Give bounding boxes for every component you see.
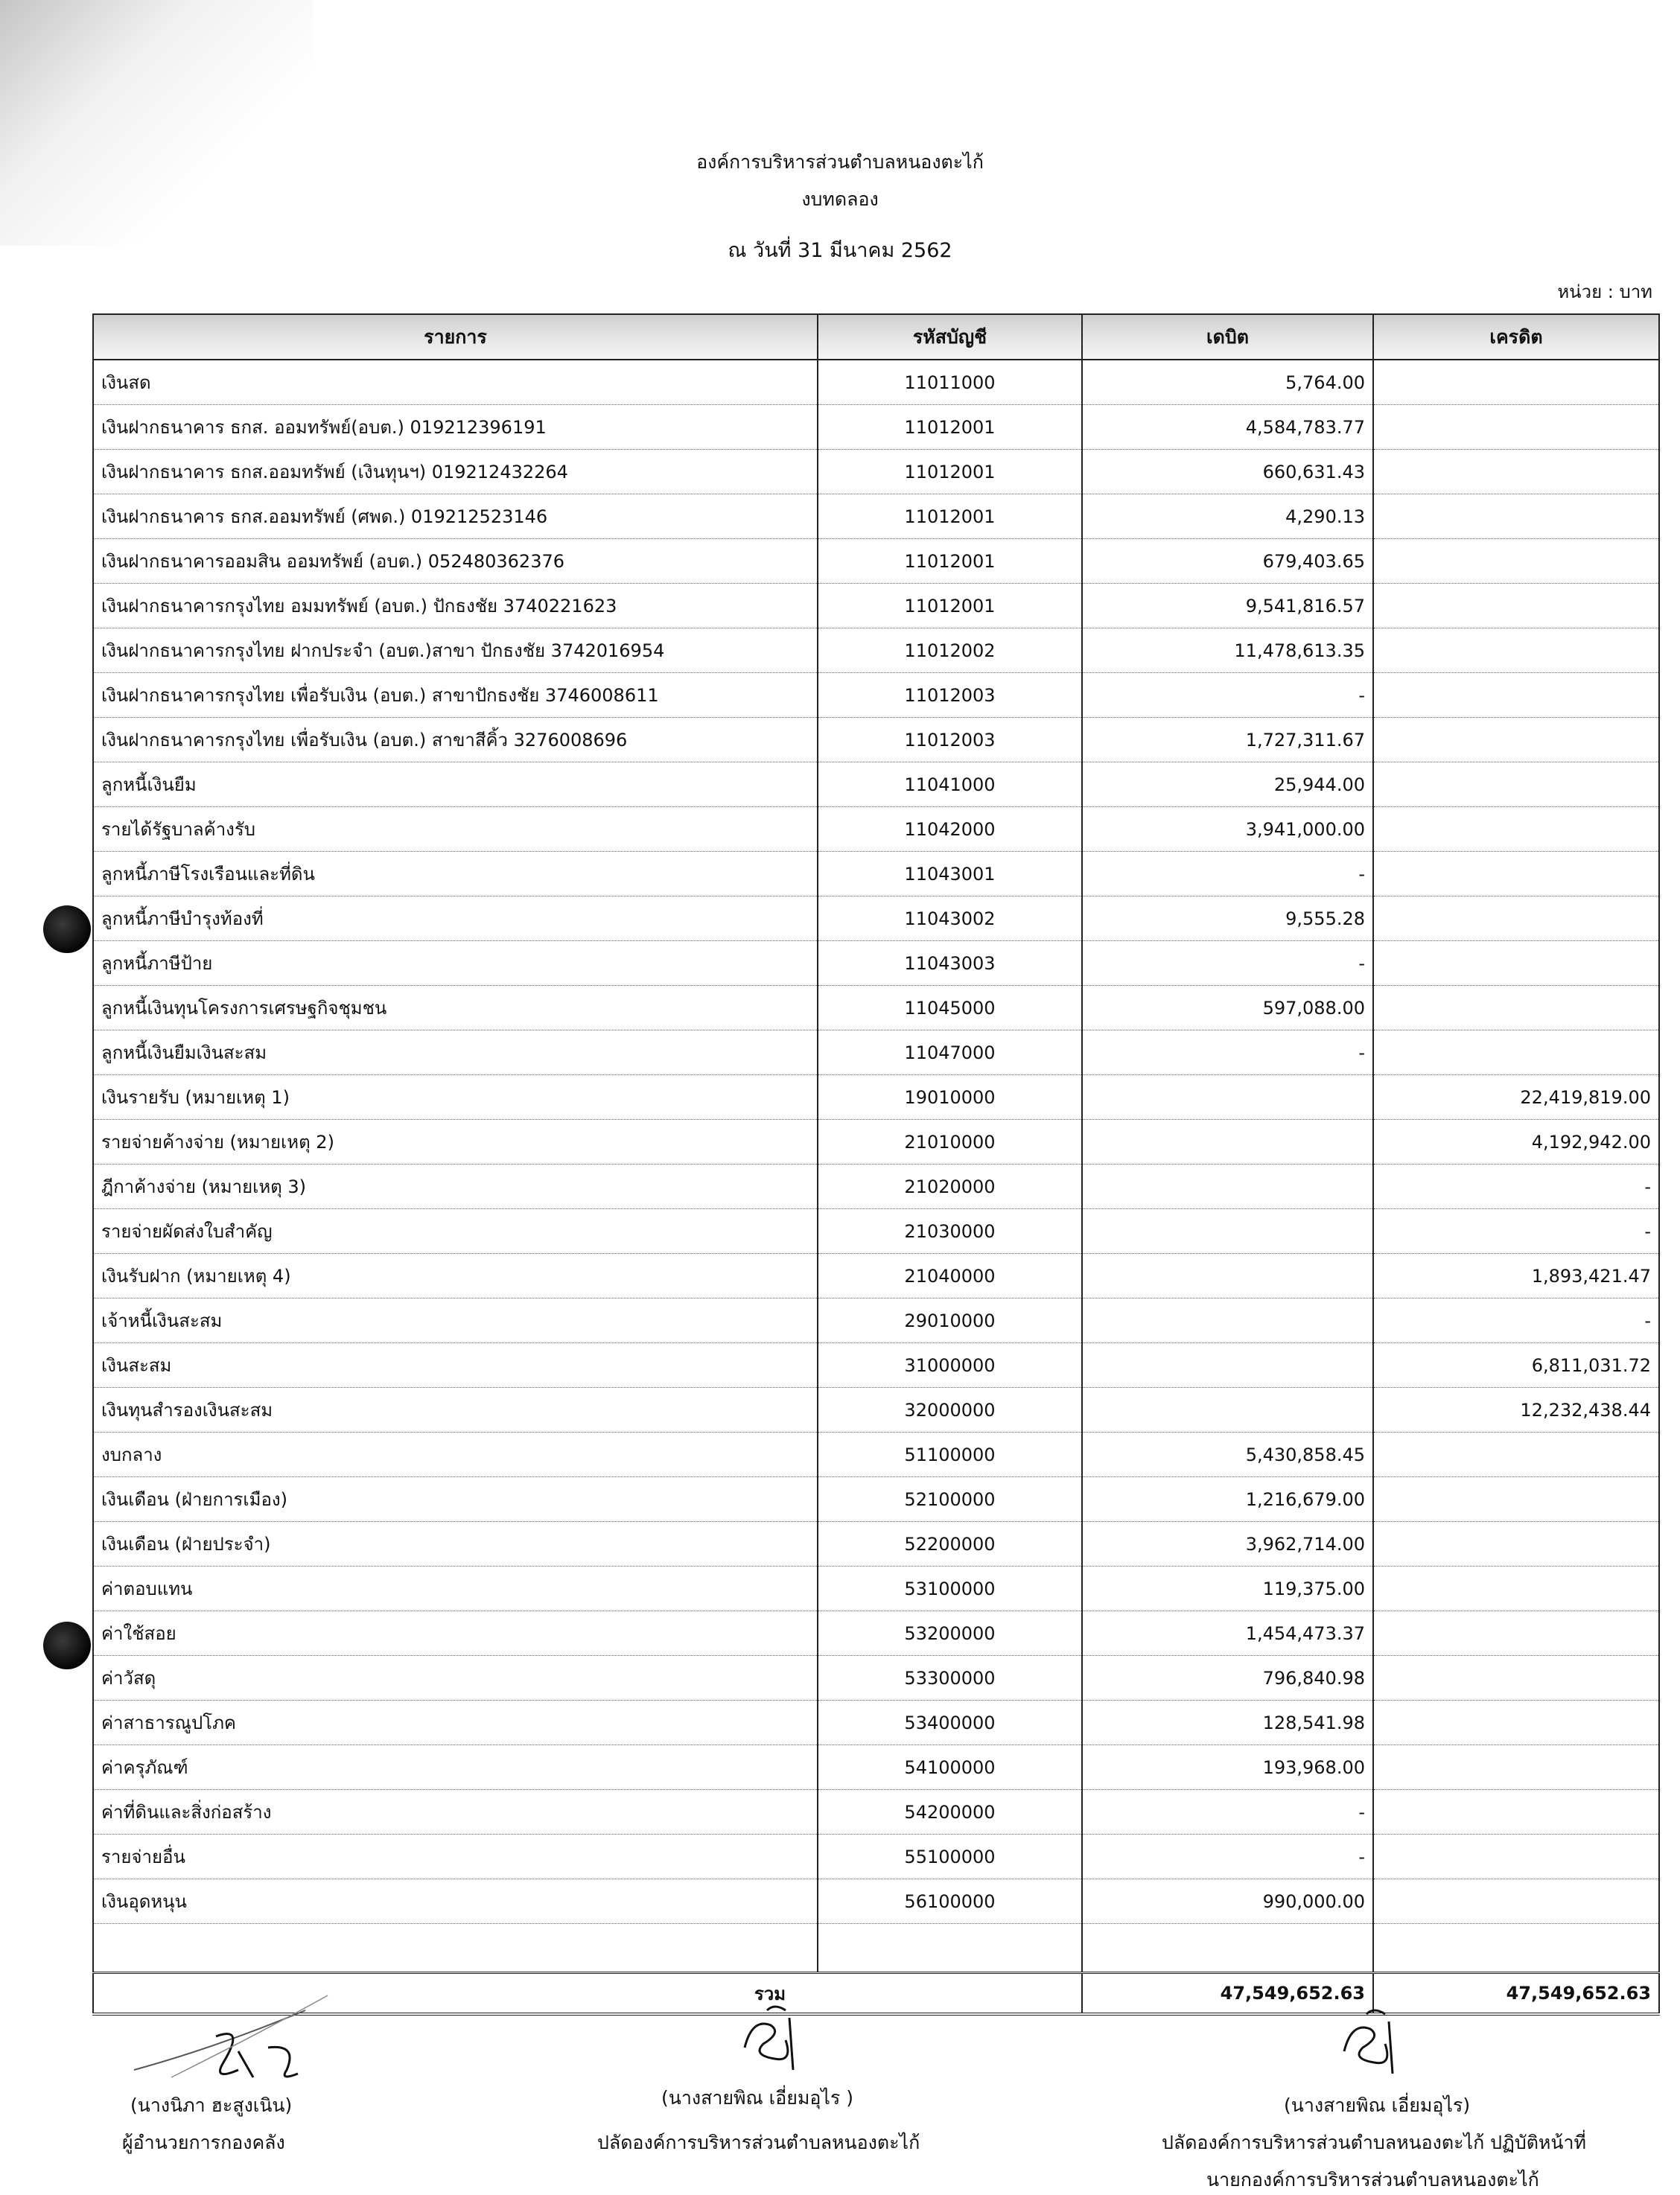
- row-item-name: งบกลาง: [93, 1433, 818, 1477]
- punch-hole: [43, 905, 91, 953]
- row-debit: [1082, 1165, 1373, 1209]
- row-item-name: ค่าตอบแทน: [93, 1567, 818, 1611]
- row-account-code: 11042000: [818, 807, 1082, 852]
- signer-2-title: ปลัดองค์การบริหารส่วนตำบลหนองตะไก้: [597, 2132, 920, 2153]
- row-debit: 5,430,858.45: [1082, 1433, 1373, 1477]
- row-item-name: ค่าวัสดุ: [93, 1656, 818, 1701]
- unit-label: หน่วย : บาท: [1557, 281, 1652, 302]
- row-debit: [1082, 1299, 1373, 1343]
- table-row: [93, 986, 1659, 1030]
- row-item-name: ค่าที่ดินและสิ่งก่อสร้าง: [93, 1790, 818, 1835]
- column-header-debit: เดบิต: [1082, 314, 1373, 360]
- table-row: [93, 807, 1659, 852]
- row-credit: -: [1373, 1165, 1659, 1209]
- row-credit: [1373, 450, 1659, 494]
- row-account-code: 21020000: [818, 1165, 1082, 1209]
- table-row: [93, 405, 1659, 450]
- table-row: [93, 1879, 1659, 1924]
- table-row: [93, 1835, 1659, 1879]
- row-item-name: เจ้าหนี้เงินสะสม: [93, 1299, 818, 1343]
- row-debit: 119,375.00: [1082, 1567, 1373, 1611]
- row-credit: [1373, 1477, 1659, 1522]
- table-row: [93, 1477, 1659, 1522]
- row-account-code: 19010000: [818, 1075, 1082, 1120]
- row-credit: [1373, 1745, 1659, 1790]
- table-row: [93, 1611, 1659, 1656]
- table-row: [93, 584, 1659, 628]
- row-account-code: 11043003: [818, 941, 1082, 986]
- row-debit: 990,000.00: [1082, 1879, 1373, 1924]
- row-account-code: 11047000: [818, 1030, 1082, 1075]
- row-account-code: 31000000: [818, 1343, 1082, 1388]
- row-credit: 1,893,421.47: [1373, 1254, 1659, 1299]
- row-account-code: 11043001: [818, 852, 1082, 896]
- row-credit: 6,811,031.72: [1373, 1343, 1659, 1388]
- row-debit: 128,541.98: [1082, 1701, 1373, 1745]
- row-item-name: ลูกหนี้ภาษีบำรุงท้องที่: [93, 896, 818, 941]
- row-credit: [1373, 494, 1659, 539]
- row-debit: 679,403.65: [1082, 539, 1373, 584]
- table-row: [93, 1165, 1659, 1209]
- row-item-name: ค่าสาธารณูปโภค: [93, 1701, 818, 1745]
- row-account-code: 53200000: [818, 1611, 1082, 1656]
- row-credit: [1373, 1656, 1659, 1701]
- row-account-code: 29010000: [818, 1299, 1082, 1343]
- row-debit: -: [1082, 941, 1373, 986]
- row-item-name: เงินฝากธนาคาร ธกส.ออมทรัพย์ (ศพด.) 019212523146: [93, 494, 818, 539]
- table-row: [93, 1299, 1659, 1343]
- row-item-name: รายจ่ายผัดส่งใบสำคัญ: [93, 1209, 818, 1254]
- row-debit: -: [1082, 852, 1373, 896]
- table-spacer-row: [93, 1924, 1659, 1973]
- row-account-code: 11012001: [818, 494, 1082, 539]
- spacer-cell: [1373, 1924, 1659, 1973]
- table-row: [93, 762, 1659, 807]
- row-debit: [1082, 1343, 1373, 1388]
- table-row: [93, 1656, 1659, 1701]
- row-credit: [1373, 896, 1659, 941]
- row-credit: [1373, 1522, 1659, 1567]
- row-debit: [1082, 1254, 1373, 1299]
- row-item-name: เงินรับฝาก (หมายเหตุ 4): [93, 1254, 818, 1299]
- row-account-code: 52200000: [818, 1522, 1082, 1567]
- row-account-code: 53300000: [818, 1656, 1082, 1701]
- table-row: [93, 360, 1659, 405]
- row-debit: -: [1082, 1835, 1373, 1879]
- table-row: [93, 1209, 1659, 1254]
- row-item-name: เงินเดือน (ฝ่ายการเมือง): [93, 1477, 818, 1522]
- row-item-name: ลูกหนี้เงินทุนโครงการเศรษฐกิจชุมชน: [93, 986, 818, 1030]
- row-credit: -: [1373, 1209, 1659, 1254]
- row-debit: 1,216,679.00: [1082, 1477, 1373, 1522]
- row-debit: 11,478,613.35: [1082, 628, 1373, 673]
- row-debit: -: [1082, 673, 1373, 718]
- spacer-cell: [93, 1924, 818, 1973]
- row-account-code: 51100000: [818, 1433, 1082, 1477]
- total-debit: 47,549,652.63: [1082, 1973, 1373, 2015]
- row-debit: 193,968.00: [1082, 1745, 1373, 1790]
- row-debit: 5,764.00: [1082, 360, 1373, 405]
- row-item-name: ค่าใช้สอย: [93, 1611, 818, 1656]
- row-item-name: เงินอุดหนุน: [93, 1879, 818, 1924]
- row-account-code: 11012001: [818, 539, 1082, 584]
- row-credit: [1373, 360, 1659, 405]
- spacer-cell: [818, 1924, 1082, 1973]
- row-item-name: ลูกหนี้เงินยืม: [93, 762, 818, 807]
- table-row: [93, 1790, 1659, 1835]
- row-debit: [1082, 1120, 1373, 1165]
- column-header-code: รหัสบัญชี: [818, 314, 1082, 360]
- row-credit: [1373, 718, 1659, 762]
- row-credit: [1373, 762, 1659, 807]
- table-row: [93, 718, 1659, 762]
- row-account-code: 55100000: [818, 1835, 1082, 1879]
- row-account-code: 11011000: [818, 360, 1082, 405]
- report-date: ณ วันที่ 31 มีนาคม 2562: [728, 239, 952, 262]
- column-header-credit: เครดิต: [1373, 314, 1659, 360]
- row-item-name: เงินเดือน (ฝ่ายประจำ): [93, 1522, 818, 1567]
- row-item-name: เงินทุนสำรองเงินสะสม: [93, 1388, 818, 1433]
- row-debit: 1,454,473.37: [1082, 1611, 1373, 1656]
- column-header-item: รายการ: [93, 314, 818, 360]
- report-subtitle: งบทดลอง: [801, 188, 879, 210]
- table-row: [93, 673, 1659, 718]
- table-row: [93, 1030, 1659, 1075]
- row-credit: [1373, 1790, 1659, 1835]
- signer-3-name: (นางสายพิณ เอี่ยมอุไร): [1284, 2094, 1471, 2116]
- row-debit: 4,584,783.77: [1082, 405, 1373, 450]
- row-item-name: รายจ่ายอื่น: [93, 1835, 818, 1879]
- row-account-code: 54100000: [818, 1745, 1082, 1790]
- signer-2-name: (นางสายพิณ เอี่ยมอุไร ): [661, 2087, 854, 2109]
- row-account-code: 54200000: [818, 1790, 1082, 1835]
- row-credit: [1373, 941, 1659, 986]
- row-item-name: เงินฝากธนาคาร ธกส. ออมทรัพย์(อบต.) 019212396191: [93, 405, 818, 450]
- table-row: [93, 896, 1659, 941]
- row-item-name: เงินฝากธนาคารออมสิน ออมทรัพย์ (อบต.) 052480362376: [93, 539, 818, 584]
- row-account-code: 53100000: [818, 1567, 1082, 1611]
- row-account-code: 56100000: [818, 1879, 1082, 1924]
- row-credit: [1373, 539, 1659, 584]
- row-item-name: เงินสะสม: [93, 1343, 818, 1388]
- row-debit: [1082, 1075, 1373, 1120]
- row-debit: -: [1082, 1790, 1373, 1835]
- table-row: [93, 494, 1659, 539]
- row-credit: [1373, 1567, 1659, 1611]
- table-row: [93, 852, 1659, 896]
- row-account-code: 11043002: [818, 896, 1082, 941]
- row-item-name: เงินฝากธนาคารกรุงไทย ฝากประจำ (อบต.)สาขา ปักธงชัย 3742016954: [93, 628, 818, 673]
- row-credit: [1373, 807, 1659, 852]
- row-credit: 4,192,942.00: [1373, 1120, 1659, 1165]
- row-item-name: เงินฝากธนาคารกรุงไทย อมมทรัพย์ (อบต.) ปักธงชัย 3740221623: [93, 584, 818, 628]
- trial-balance-table: [92, 313, 1660, 2016]
- row-item-name: รายได้รัฐบาลค้างรับ: [93, 807, 818, 852]
- row-account-code: 21030000: [818, 1209, 1082, 1254]
- row-account-code: 11012002: [818, 628, 1082, 673]
- row-item-name: ลูกหนี้ภาษีโรงเรือนและที่ดิน: [93, 852, 818, 896]
- row-account-code: 11041000: [818, 762, 1082, 807]
- punch-hole: [43, 1622, 91, 1669]
- row-credit: [1373, 1030, 1659, 1075]
- table-row: [93, 1343, 1659, 1388]
- row-debit: 3,941,000.00: [1082, 807, 1373, 852]
- table-row: [93, 450, 1659, 494]
- row-item-name: เงินฝากธนาคารกรุงไทย เพื่อรับเงิน (อบต.) สาขาปักธงชัย 3746008611: [93, 673, 818, 718]
- row-debit: 9,541,816.57: [1082, 584, 1373, 628]
- table-row: [93, 1745, 1659, 1790]
- table-header-row: [93, 314, 1659, 360]
- row-credit: [1373, 405, 1659, 450]
- row-credit: 22,419,819.00: [1373, 1075, 1659, 1120]
- row-credit: [1373, 1611, 1659, 1656]
- row-credit: [1373, 628, 1659, 673]
- table-row: [93, 1522, 1659, 1567]
- table-row: [93, 1701, 1659, 1745]
- row-account-code: 11012003: [818, 718, 1082, 762]
- row-account-code: 11012003: [818, 673, 1082, 718]
- spacer-cell: [1082, 1924, 1373, 1973]
- row-item-name: เงินสด: [93, 360, 818, 405]
- row-account-code: 11012001: [818, 450, 1082, 494]
- row-debit: 660,631.43: [1082, 450, 1373, 494]
- signer-3-title-line2: นายกองค์การบริหารส่วนตำบลหนองตะไก้: [1206, 2169, 1539, 2191]
- table-row: [93, 1567, 1659, 1611]
- row-credit: [1373, 673, 1659, 718]
- row-debit: 25,944.00: [1082, 762, 1373, 807]
- signature-3: [1329, 2007, 1419, 2081]
- row-debit: 597,088.00: [1082, 986, 1373, 1030]
- table-row: [93, 628, 1659, 673]
- row-debit: 1,727,311.67: [1082, 718, 1373, 762]
- row-account-code: 21010000: [818, 1120, 1082, 1165]
- row-debit: 4,290.13: [1082, 494, 1373, 539]
- table-row: [93, 941, 1659, 986]
- row-account-code: 11045000: [818, 986, 1082, 1030]
- signer-3-title: ปลัดองค์การบริหารส่วนตำบลหนองตะไก้ ปฏิบัติหน้าที่: [1162, 2132, 1587, 2153]
- row-account-code: 11012001: [818, 405, 1082, 450]
- row-credit: [1373, 1433, 1659, 1477]
- row-item-name: ค่าครุภัณฑ์: [93, 1745, 818, 1790]
- row-item-name: ฎีกาค้างจ่าย (หมายเหตุ 3): [93, 1165, 818, 1209]
- row-credit: [1373, 1835, 1659, 1879]
- row-debit: 796,840.98: [1082, 1656, 1373, 1701]
- row-credit: 12,232,438.44: [1373, 1388, 1659, 1433]
- row-debit: 9,555.28: [1082, 896, 1373, 941]
- row-account-code: 21040000: [818, 1254, 1082, 1299]
- row-credit: [1373, 852, 1659, 896]
- table-row: [93, 1120, 1659, 1165]
- table-row: [93, 1075, 1659, 1120]
- row-account-code: 11012001: [818, 584, 1082, 628]
- row-credit: [1373, 986, 1659, 1030]
- row-item-name: รายจ่ายค้างจ่าย (หมายเหตุ 2): [93, 1120, 818, 1165]
- row-credit: [1373, 1879, 1659, 1924]
- row-credit: [1373, 1701, 1659, 1745]
- row-credit: -: [1373, 1299, 1659, 1343]
- table-row: [93, 1254, 1659, 1299]
- signature-1: [127, 1981, 350, 2085]
- row-item-name: ลูกหนี้ภาษีป้าย: [93, 941, 818, 986]
- row-credit: [1373, 584, 1659, 628]
- row-account-code: 53400000: [818, 1701, 1082, 1745]
- signer-1-name: (นางนิภา ฮะสูงเนิน): [130, 2094, 293, 2116]
- row-debit: 3,962,714.00: [1082, 1522, 1373, 1567]
- table-row: [93, 539, 1659, 584]
- signer-1-title: ผู้อำนวยการกองคลัง: [122, 2132, 285, 2153]
- total-credit: 47,549,652.63: [1373, 1973, 1659, 2015]
- row-item-name: เงินรายรับ (หมายเหตุ 1): [93, 1075, 818, 1120]
- row-item-name: ลูกหนี้เงินยืมเงินสะสม: [93, 1030, 818, 1075]
- row-debit: -: [1082, 1030, 1373, 1075]
- row-account-code: 32000000: [818, 1388, 1082, 1433]
- table-row: [93, 1433, 1659, 1477]
- row-item-name: เงินฝากธนาคาร ธกส.ออมทรัพย์ (เงินทุนฯ) 019212432264: [93, 450, 818, 494]
- row-debit: [1082, 1209, 1373, 1254]
- row-item-name: เงินฝากธนาคารกรุงไทย เพื่อรับเงิน (อบต.) สาขาสีคิ้ว 3276008696: [93, 718, 818, 762]
- organization-title: องค์การบริหารส่วนตำบลหนองตะไก้: [696, 151, 984, 173]
- total-label: รวม: [93, 1973, 1082, 2015]
- row-debit: [1082, 1388, 1373, 1433]
- signature-2: [730, 2003, 819, 2077]
- row-account-code: 52100000: [818, 1477, 1082, 1522]
- table-row: [93, 1388, 1659, 1433]
